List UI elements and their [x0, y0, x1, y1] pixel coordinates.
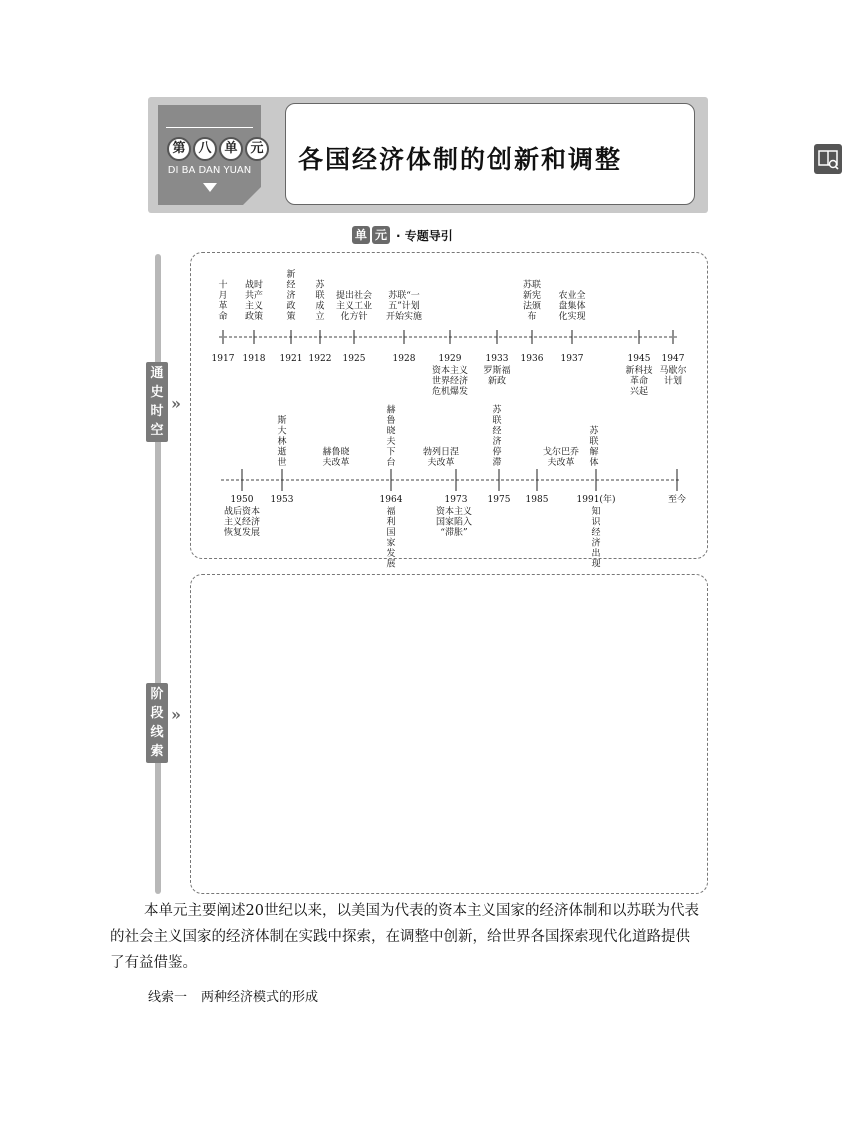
book-icon [814, 144, 842, 174]
timeline-year: 1985 [525, 495, 549, 505]
event-label: 主义经济 [223, 517, 261, 528]
timeline-year: 1917 [211, 354, 235, 364]
rail-char: 史 [150, 385, 164, 400]
timeline-year: 1928 [392, 354, 416, 364]
timeline-year: 1964 [379, 495, 403, 505]
rail-label-clues [146, 683, 168, 763]
double-chevron-right-icon: » [171, 705, 181, 724]
rail-char: 时 [150, 404, 164, 419]
event-label: 化方针 [340, 312, 368, 322]
event-label: 五”计划 [388, 301, 420, 312]
event-label: 现 [591, 559, 601, 570]
event-label: 林 [277, 437, 287, 447]
unit-pinyin: DI BA DAN YUAN [167, 165, 252, 176]
event-label: 新 [286, 270, 296, 280]
event-label: 展 [386, 559, 396, 570]
event-label: 资本主义 [431, 366, 469, 376]
event-label: 家 [386, 538, 396, 549]
event-label: 成 [315, 301, 325, 312]
event-label: 开始实施 [385, 312, 423, 322]
left-rail [155, 254, 161, 894]
event-label: 晓 [386, 426, 396, 437]
timeline-year: 1925 [342, 354, 366, 364]
clue-heading [148, 986, 332, 1005]
event-label: 发 [386, 549, 396, 559]
event-label: 苏联 [522, 280, 542, 291]
event-label: 苏联“一 [388, 291, 420, 301]
timeline-year: 1973 [444, 495, 468, 505]
unit-label-box [158, 105, 264, 205]
event-label: 月 [218, 291, 228, 301]
timeline-year: 1921 [279, 354, 303, 364]
unit-char: 元 [245, 137, 269, 161]
timeline-year: 1918 [242, 354, 266, 364]
event-label: 勃列日涅 [422, 447, 460, 458]
section-heading [352, 226, 453, 244]
event-label: 赫 [386, 405, 396, 416]
event-label: 马歇尔 [659, 366, 687, 376]
event-label: 新政 [487, 376, 507, 387]
unit-char: 八 [193, 137, 217, 161]
event-label: 化实现 [558, 312, 586, 322]
event-label: 政策 [244, 312, 264, 322]
event-label: 经 [591, 528, 601, 538]
down-triangle-icon [203, 183, 217, 192]
event-label: 鲁 [386, 416, 396, 426]
event-label: 共产 [244, 291, 264, 301]
event-label: 主义 [244, 301, 264, 312]
event-label: 解 [589, 447, 599, 458]
timeline-diagram [191, 253, 707, 570]
timeline-year: 至今 [667, 495, 687, 505]
event-label: 济 [286, 291, 296, 301]
event-label: 危机爆发 [431, 387, 469, 397]
event-label: 福 [386, 507, 396, 517]
event-label: 命 [218, 312, 228, 322]
event-label: 罗斯福 [483, 366, 511, 376]
event-label: 兴起 [629, 387, 649, 397]
event-label: 夫改革 [322, 458, 350, 468]
event-label: 战后资本 [223, 507, 261, 517]
event-label: 农业全 [558, 291, 586, 301]
unit-number [167, 137, 269, 161]
unit-banner [148, 97, 708, 213]
event-label: 逝 [277, 447, 287, 458]
rail-char: 通 [150, 366, 164, 381]
rail-char: 阶 [150, 687, 164, 702]
event-label: 计划 [663, 376, 683, 387]
event-label: 世界经济 [431, 376, 469, 387]
event-label: 布 [527, 312, 537, 322]
event-label: 大 [277, 426, 287, 437]
event-label: 策 [286, 312, 296, 322]
event-label: 革 [218, 301, 228, 312]
section-badge: 单 [352, 226, 370, 244]
divider [166, 127, 253, 128]
rail-char: 索 [150, 744, 164, 759]
event-label: 经 [286, 280, 296, 291]
event-label: 台 [386, 458, 396, 468]
event-label: 国家陷入 [435, 517, 473, 528]
event-label: 体 [589, 458, 599, 468]
event-label: 十 [218, 280, 228, 291]
section-badge: 元 [372, 226, 390, 244]
timeline-panel [190, 252, 708, 570]
event-label: 苏 [315, 280, 325, 291]
event-label: 夫 [386, 437, 396, 447]
event-label: 世 [277, 458, 287, 468]
unit-char: 第 [167, 137, 191, 161]
timeline-year: 1945 [627, 354, 651, 364]
event-label: 利 [386, 517, 396, 528]
event-label: 联 [589, 437, 599, 447]
timeline-year: 1929 [438, 354, 462, 364]
event-label: 戈尔巴乔 [542, 447, 580, 458]
timeline-year: 1975 [487, 495, 511, 505]
page-title: 各国经济体制的创新和调整 [297, 145, 622, 174]
clue-label: 线索一 [148, 990, 188, 1005]
event-label: 夫改革 [427, 458, 455, 468]
timeline-year: 1991(年) [576, 495, 616, 505]
event-label: 国 [386, 528, 396, 538]
rail-char: 线 [150, 725, 164, 740]
timeline-year: 1936 [520, 354, 544, 364]
event-label: 新宪 [522, 291, 542, 301]
rail-char: 空 [150, 423, 164, 438]
event-label: 新科技 [625, 366, 653, 376]
event-label: 法颁 [522, 301, 542, 312]
event-label: 夫改革 [547, 458, 575, 468]
section-title: · 专题导引 [396, 228, 453, 243]
event-label: 立 [315, 312, 325, 322]
page-fold-icon [243, 187, 261, 205]
event-label: “滞胀” [440, 528, 468, 538]
event-label: 苏 [589, 426, 599, 437]
timeline-year: 1922 [308, 354, 332, 364]
double-chevron-right-icon: » [171, 394, 181, 413]
title-box [285, 103, 695, 205]
event-label: 经 [492, 426, 502, 437]
event-label: 资本主义 [435, 507, 473, 517]
event-label: 滞 [492, 458, 502, 468]
event-label: 联 [315, 291, 325, 301]
event-label: 战时 [244, 280, 264, 291]
event-label: 苏 [492, 405, 502, 416]
event-label: 联 [492, 416, 502, 426]
event-label: 主义工业 [335, 301, 373, 312]
event-label: 下 [386, 447, 396, 458]
timeline-year: 1953 [270, 495, 294, 505]
event-label: 济 [591, 538, 601, 549]
stage-clue-panel [190, 574, 708, 894]
event-label: 停 [492, 447, 502, 458]
timeline-year: 1950 [230, 495, 254, 505]
intro-paragraph: 本单元主要阐述20世纪以来，以美国为代表的资本主义国家的经济体制和以苏联为代表的社会主义国家的经济体制在实践中探索，在调整中创新，给世界各国探索现代化道路提供了有益借鉴。 [110, 903, 699, 971]
rail-label-timeline [146, 362, 168, 442]
event-label: 济 [492, 437, 502, 447]
timeline-year: 1933 [485, 354, 509, 364]
timeline-year: 1937 [560, 354, 584, 364]
clue-title: 两种经济模式的形成 [201, 990, 319, 1005]
rail-char: 段 [150, 706, 164, 721]
event-label: 政 [286, 301, 296, 312]
event-label: 赫鲁晓 [322, 447, 350, 458]
event-label: 恢复发展 [223, 528, 261, 538]
timeline-year: 1947 [661, 354, 685, 364]
unit-char: 单 [219, 137, 243, 161]
event-label: 革命 [629, 376, 649, 387]
event-label: 盘集体 [558, 301, 586, 312]
event-label: 斯 [277, 416, 287, 426]
event-label: 出 [591, 549, 601, 559]
event-label: 识 [591, 517, 601, 528]
event-label: 知 [591, 507, 601, 517]
event-label: 提出社会 [335, 291, 373, 301]
